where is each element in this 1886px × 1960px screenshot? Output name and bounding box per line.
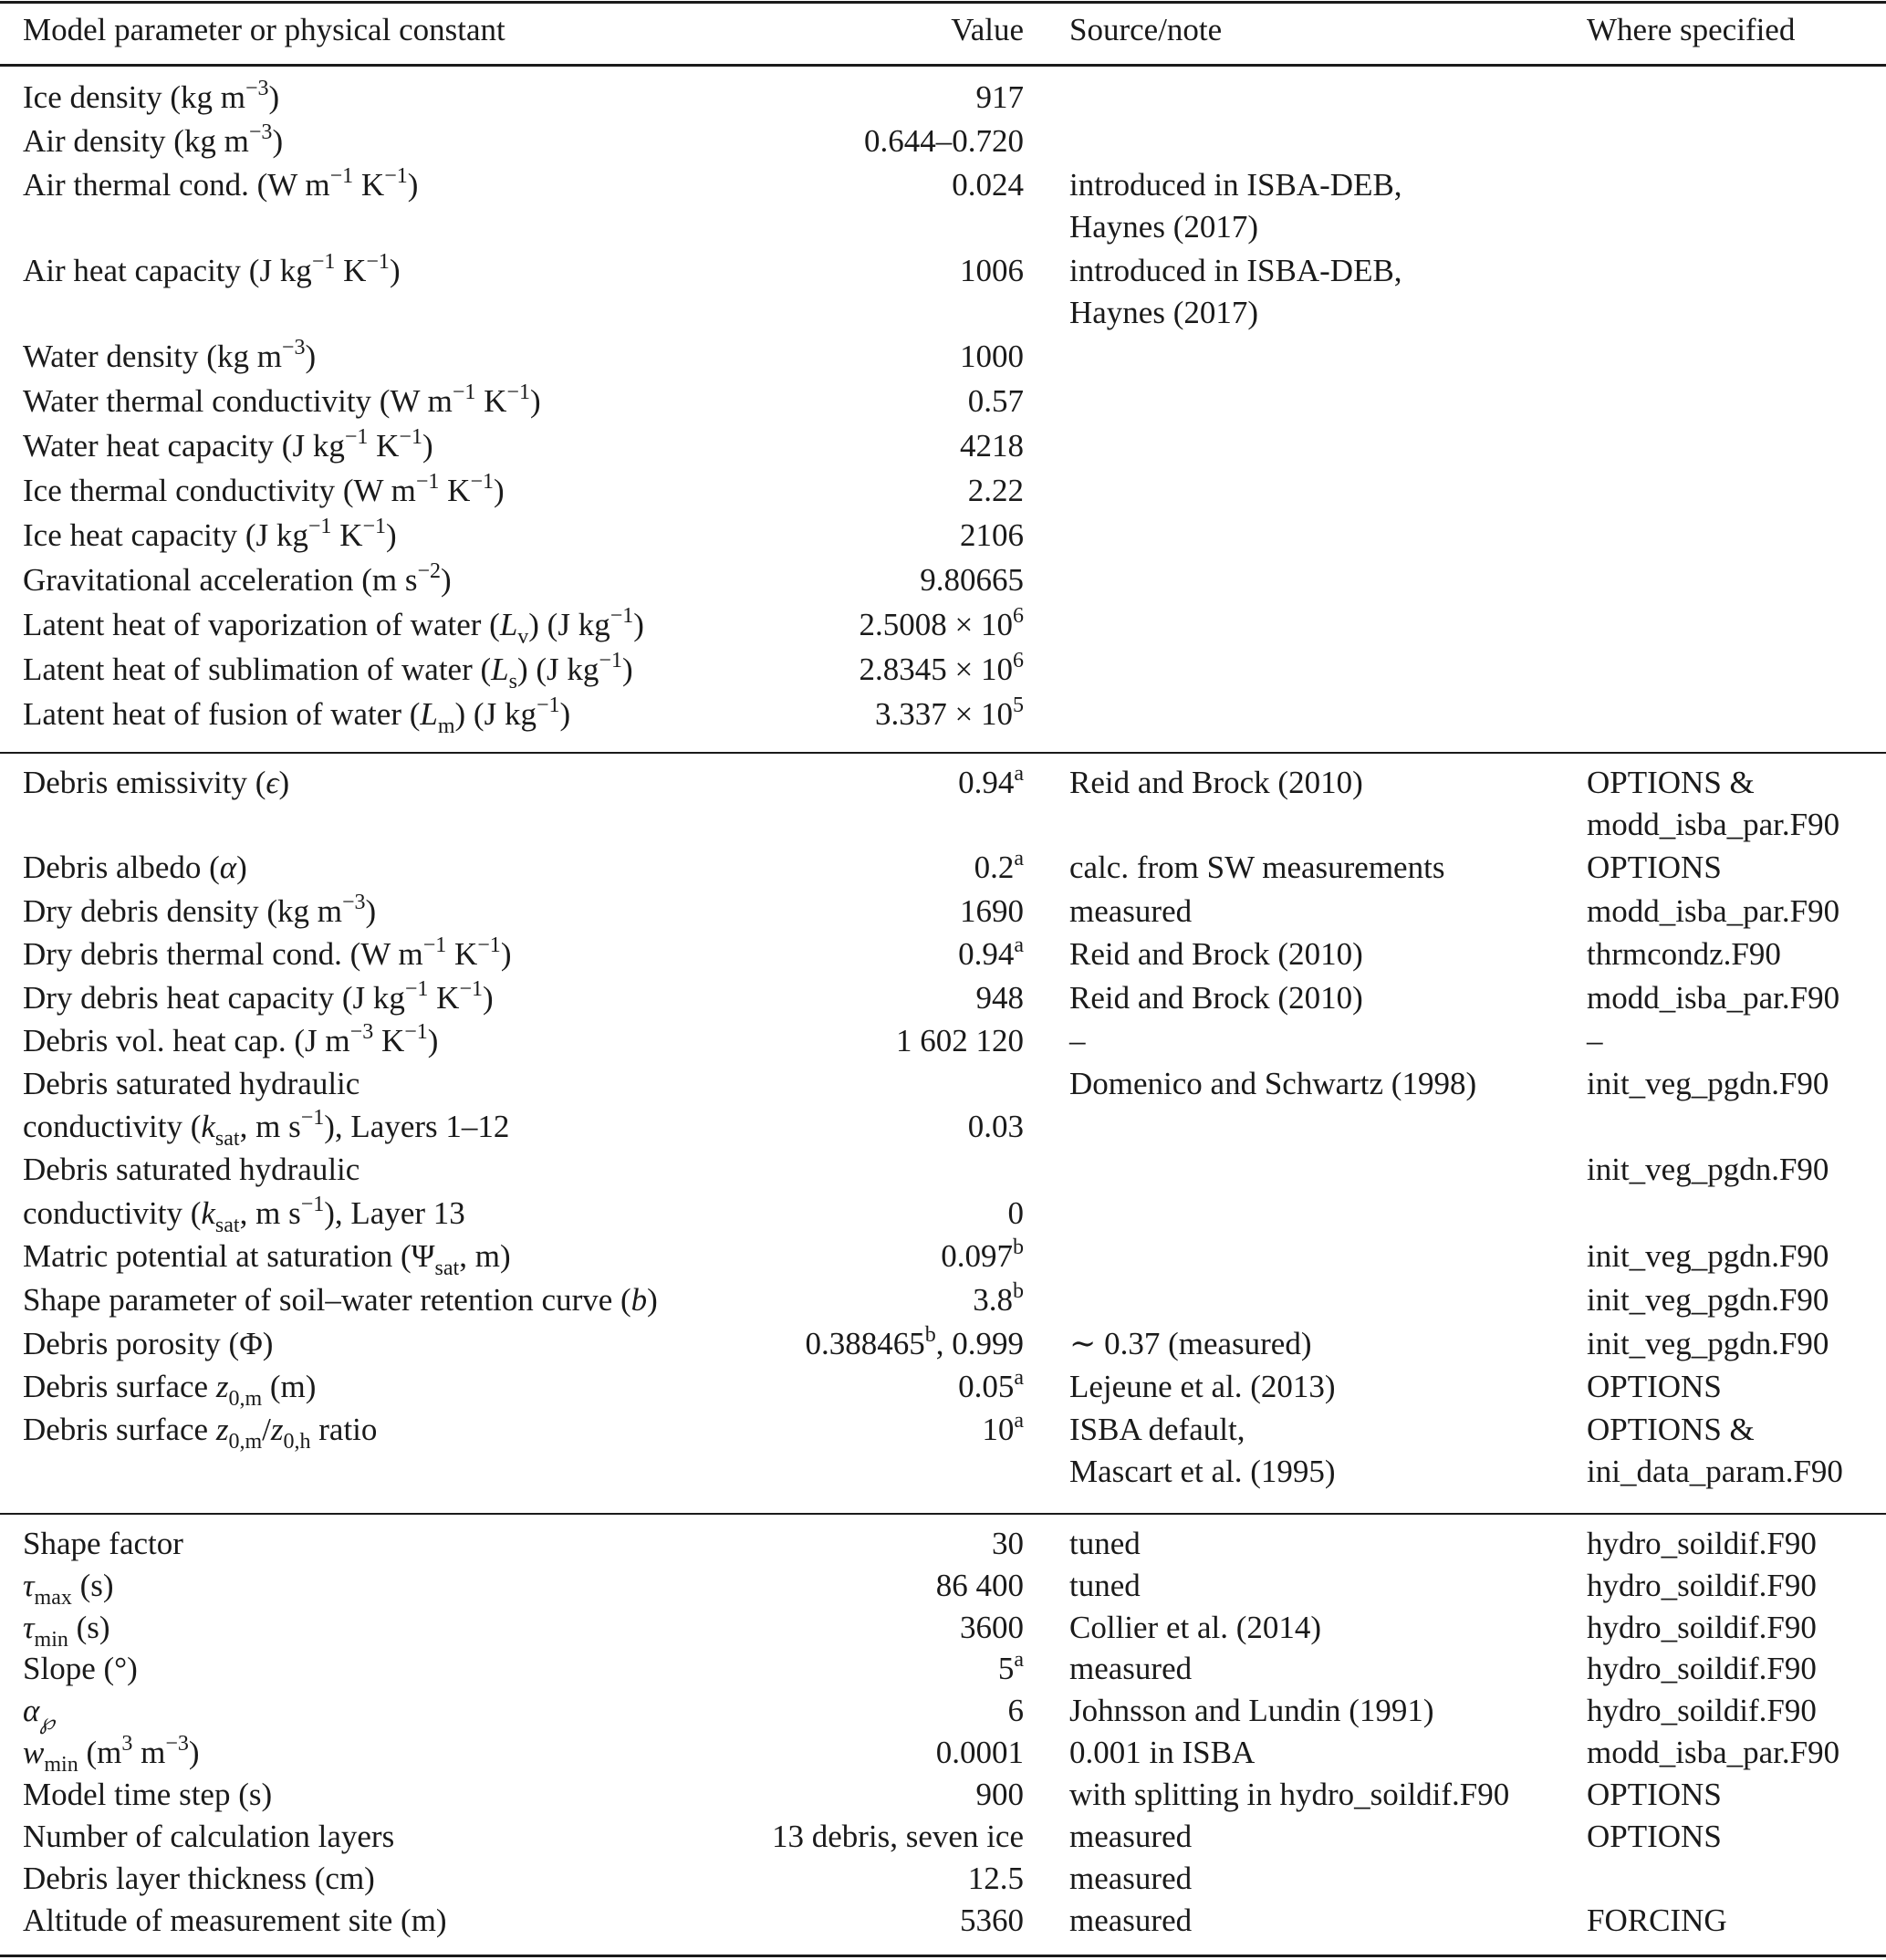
table-row (0, 1365, 1886, 1409)
table-row (0, 1689, 1886, 1733)
section-rule (0, 752, 1886, 754)
value-cell: 917 (975, 79, 1024, 115)
param-cell: Debris saturated hydraulic (23, 1066, 360, 1101)
table-row-continuation (0, 803, 1886, 847)
table-row (0, 380, 1886, 423)
table-row (0, 603, 1886, 647)
source-cell: ∼ 0.37 (measured) (1069, 1326, 1312, 1361)
table-row (0, 1857, 1886, 1901)
table-row (0, 120, 1886, 163)
value-cell: 86 400 (935, 1568, 1024, 1603)
value-cell: $2.5008 \times 10^6$ (859, 604, 1024, 642)
value-cell: $3.337 \times 10^5$ (875, 693, 1024, 732)
value-cell: 6 (1007, 1693, 1024, 1728)
source-cell: measured (1069, 1651, 1193, 1686)
param-cell: Air density (kg $m^{-3}$) (23, 120, 284, 159)
source-cell: Haynes (2017) (1069, 295, 1259, 330)
table-row (0, 890, 1886, 933)
value-cell: 0.94$^a$ (958, 933, 1024, 972)
table-row (0, 648, 1886, 692)
where-cell: OPTIONS (1587, 1369, 1722, 1404)
value-cell: 3600 (960, 1610, 1024, 1645)
param-cell: Shape factor (23, 1526, 183, 1561)
param-cell: Debris albedo (α) (23, 850, 247, 885)
where-cell: modd_isba_par.F90 (1587, 893, 1840, 929)
where-cell: OPTIONS & (1587, 1412, 1755, 1447)
where-cell: hydro_soildif.F90 (1587, 1693, 1817, 1728)
table-row (0, 1815, 1886, 1859)
header-rule (0, 64, 1886, 67)
where-cell: hydro_soildif.F90 (1587, 1610, 1817, 1645)
where-cell: modd_isba_par.F90 (1587, 807, 1840, 842)
table-row (0, 1408, 1886, 1452)
param-cell: Debris surface $z_{0,m}/z_{0,h}$ ratio (23, 1412, 378, 1454)
source-cell: – (1069, 1023, 1086, 1058)
param-cell: Dry debris heat capacity (J $kg^{-1}$ $K^{-1}$) (23, 977, 494, 1016)
table-row-continuation (0, 1105, 1886, 1149)
source-cell: Haynes (2017) (1069, 209, 1259, 245)
param-cell: Gravitational acceleration (m $s^{-2}$) (23, 559, 452, 598)
table-row (0, 1148, 1886, 1192)
param-cell: $\alpha_℘$ (23, 1693, 56, 1735)
value-cell: 0.097$^b$ (941, 1235, 1024, 1274)
table-row (0, 469, 1886, 513)
value-cell: 1690 (960, 893, 1024, 929)
param-cell: Number of calculation layers (23, 1819, 395, 1854)
value-cell: 0.024 (952, 167, 1024, 203)
table-row (0, 1773, 1886, 1817)
source-cell: measured (1069, 893, 1193, 929)
header-where: Where specified (1587, 12, 1796, 47)
param-cell: $w_{min}$ ($m^3$ $m^{-3}$) (23, 1732, 200, 1777)
table-row (0, 514, 1886, 558)
param-cell: Ice thermal conductivity (W $m^{-1}$ $K^{-1}$) (23, 470, 505, 508)
param-cell: Altitude of measurement site (m) (23, 1903, 447, 1938)
value-cell: 5360 (960, 1903, 1024, 1938)
value-cell: 4218 (960, 428, 1024, 464)
table-row (0, 846, 1886, 890)
top-rule (0, 1, 1886, 4)
source-cell: measured (1069, 1903, 1193, 1938)
where-cell: – (1587, 1023, 1603, 1058)
source-cell: Domenico and Schwartz (1998) (1069, 1066, 1477, 1101)
header-source: Source/note (1069, 12, 1223, 47)
where-cell: OPTIONS (1587, 1777, 1722, 1812)
param-cell: conductivity ($k_{sat}$, m $s^{-1}$), Layer 13 (23, 1193, 465, 1237)
where-cell: modd_isba_par.F90 (1587, 1735, 1840, 1770)
source-cell: Johnsson and Lundin (1991) (1069, 1693, 1434, 1728)
value-cell: 1006 (960, 253, 1024, 288)
param-cell: Shape parameter of soil–water retention curve (b) (23, 1282, 658, 1318)
source-cell: with splitting in hydro_soildif.F90 (1069, 1777, 1510, 1812)
value-cell: 9.80665 (920, 562, 1024, 598)
table-row (0, 1522, 1886, 1566)
header-parameter: Model parameter or physical constant (23, 12, 505, 47)
param-cell: Latent heat of sublimation of water $(L_s)$ (J $kg^{-1}$) (23, 649, 633, 693)
param-cell: Debris saturated hydraulic (23, 1152, 360, 1187)
param-cell: Dry debris thermal cond. (W $m^{-1}$ $K^{-1}$) (23, 933, 512, 972)
table-row-continuation (0, 205, 1886, 249)
param-cell: Matric potential at saturation ($\Psi_{sat}$, m) (23, 1238, 511, 1280)
value-cell: 0.94$^a$ (958, 762, 1024, 800)
where-cell: init_veg_pgdn.F90 (1587, 1152, 1829, 1187)
table-row (0, 1564, 1886, 1608)
bottom-rule (0, 1955, 1886, 1957)
header-value: Value (951, 12, 1024, 47)
value-cell: 0.2$^a$ (974, 847, 1024, 885)
param-cell: Debris vol. heat cap. (J $m^{-3}$ $K^{-1}$) (23, 1020, 439, 1058)
param-cell: Model time step (s) (23, 1777, 273, 1812)
value-cell: 0.03 (967, 1109, 1024, 1144)
table-row (0, 1278, 1886, 1322)
source-cell: calc. from SW measurements (1069, 850, 1445, 885)
param-cell: Debris porosity (Φ) (23, 1326, 274, 1361)
where-cell: hydro_soildif.F90 (1587, 1568, 1817, 1603)
source-cell: introduced in ISBA-DEB, (1069, 167, 1402, 203)
table-row (0, 249, 1886, 293)
value-cell: 1 602 120 (896, 1023, 1024, 1058)
param-cell: Ice density (kg $m^{-3}$) (23, 77, 280, 115)
value-cell: 0.57 (967, 383, 1024, 419)
table-row (0, 1235, 1886, 1278)
param-cell: Ice heat capacity (J $kg^{-1}$ $K^{-1}$) (23, 515, 397, 553)
where-cell: thrmcondz.F90 (1587, 936, 1781, 972)
param-cell: Water heat capacity (J $kg^{-1}$ $K^{-1}$) (23, 425, 433, 464)
where-cell: hydro_soildif.F90 (1587, 1651, 1817, 1686)
value-cell: 10$^a$ (982, 1409, 1024, 1447)
section-rule (0, 1513, 1886, 1515)
value-cell: 0.0001 (935, 1735, 1024, 1770)
param-cell: Slope (°) (23, 1651, 138, 1686)
table-row-continuation (0, 1450, 1886, 1494)
value-cell: 948 (975, 980, 1024, 1016)
where-cell: init_veg_pgdn.F90 (1587, 1326, 1829, 1361)
where-cell: ini_data_param.F90 (1587, 1454, 1843, 1489)
param-cell: Air thermal cond. (W $m^{-1}$ $K^{-1}$) (23, 164, 419, 203)
param-cell: Dry debris density (kg $m^{-3}$) (23, 891, 377, 929)
table-row (0, 424, 1886, 468)
source-cell: 0.001 in ISBA (1069, 1735, 1256, 1770)
table-row (0, 1899, 1886, 1943)
source-cell: tuned (1069, 1526, 1141, 1561)
value-cell: 2.22 (967, 473, 1024, 508)
where-cell: OPTIONS (1587, 850, 1722, 885)
source-cell: measured (1069, 1861, 1193, 1896)
table-row (0, 335, 1886, 379)
value-cell: 13 debris, seven ice (771, 1819, 1024, 1854)
source-cell: measured (1069, 1819, 1193, 1854)
param-cell: Latent heat of vaporization of water $(L_v)$ (J $kg^{-1}$) (23, 604, 644, 649)
table-row (0, 76, 1886, 120)
value-cell: 5$^a$ (997, 1648, 1024, 1686)
table-row (0, 761, 1886, 805)
table-row (0, 1606, 1886, 1650)
source-cell: Lejeune et al. (2013) (1069, 1369, 1336, 1404)
where-cell: hydro_soildif.F90 (1587, 1526, 1817, 1561)
source-cell: introduced in ISBA-DEB, (1069, 253, 1402, 288)
value-cell: 0.388465$^b$, 0.999 (805, 1323, 1024, 1361)
where-cell: modd_isba_par.F90 (1587, 980, 1840, 1016)
param-cell: Air heat capacity (J $kg^{-1}$ $K^{-1}$) (23, 250, 401, 288)
where-cell: FORCING (1587, 1903, 1727, 1938)
where-cell: init_veg_pgdn.F90 (1587, 1066, 1829, 1101)
value-cell: 0 (1007, 1195, 1024, 1231)
table-row (0, 1731, 1886, 1775)
header-row (0, 8, 1886, 52)
table-row (0, 558, 1886, 602)
table-row-continuation (0, 291, 1886, 335)
value-cell: 900 (975, 1777, 1024, 1812)
source-cell: Mascart et al. (1995) (1069, 1454, 1336, 1489)
value-cell: 30 (992, 1526, 1024, 1561)
table-row (0, 1062, 1886, 1106)
value-cell: 1000 (960, 339, 1024, 374)
table-row (0, 1322, 1886, 1366)
param-cell: Debris surface $z_{0,m}$ (m) (23, 1369, 317, 1411)
value-cell: $2.8345 \times 10^6$ (859, 649, 1024, 687)
value-cell: 12.5 (967, 1861, 1024, 1896)
value-cell: 0.644–0.720 (864, 123, 1024, 159)
table-row (0, 976, 1886, 1020)
source-cell: Reid and Brock (2010) (1069, 765, 1363, 800)
table-row (0, 1019, 1886, 1063)
source-cell: Collier et al. (2014) (1069, 1610, 1322, 1645)
source-cell: Reid and Brock (2010) (1069, 936, 1363, 972)
source-cell: Reid and Brock (2010) (1069, 980, 1363, 1016)
param-cell: $\tau_{min}$ (s) (23, 1610, 110, 1652)
param-cell: conductivity ($k_{sat}$, m $s^{-1}$), Layers 1–12 (23, 1106, 510, 1151)
value-cell: 2106 (960, 517, 1024, 553)
param-cell: Debris emissivity (ϵ) (23, 765, 290, 800)
where-cell: OPTIONS (1587, 1819, 1722, 1854)
table-row (0, 933, 1886, 976)
param-cell: Water density (kg $m^{-3}$) (23, 336, 317, 374)
param-cell: Latent heat of fusion of water $(L_m)$ (J $kg^{-1}$) (23, 693, 571, 738)
where-cell: init_veg_pgdn.F90 (1587, 1238, 1829, 1274)
source-cell: ISBA default, (1069, 1412, 1245, 1447)
table-row (0, 163, 1886, 207)
param-cell: Water thermal conductivity (W $m^{-1}$ $K^{-1}$) (23, 381, 541, 419)
value-cell: 3.8$^b$ (973, 1279, 1024, 1318)
table-row-continuation (0, 1192, 1886, 1235)
table-row (0, 1647, 1886, 1691)
param-cell: Debris layer thickness (cm) (23, 1861, 375, 1896)
param-cell: $\tau_{max}$ (s) (23, 1568, 114, 1610)
where-cell: OPTIONS & (1587, 765, 1755, 800)
source-cell: tuned (1069, 1568, 1141, 1603)
table-row (0, 693, 1886, 736)
value-cell: 0.05$^a$ (958, 1366, 1024, 1404)
where-cell: init_veg_pgdn.F90 (1587, 1282, 1829, 1318)
